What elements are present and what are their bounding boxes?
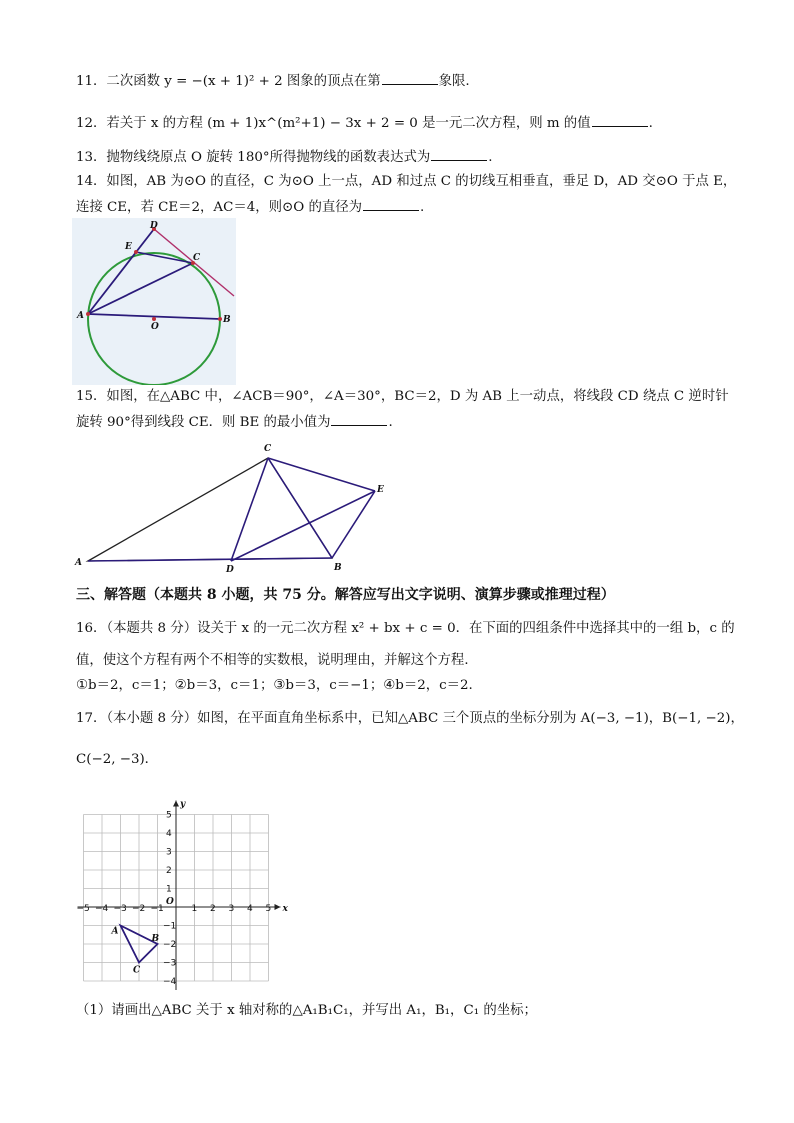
question-16-line1: 16．（本题共 8 分）设关于 x 的一元二次方程 x² + bx + c = 0．在下面的四组条件中选择其中的一组 b，c 的	[76, 621, 735, 636]
question-17-part1: （1）请画出△ABC 关于 x 轴对称的△A₁B₁C₁，并写出 A₁，B₁，C₁ 的坐标；	[76, 1003, 537, 1018]
segment-ab	[88, 558, 332, 561]
coordinate-grid	[72, 780, 302, 990]
point-label-b: B	[151, 934, 160, 944]
question-17-line2: C(−2, −3)．	[76, 752, 159, 767]
y-tick-label: 1	[166, 884, 172, 895]
point-o-dot	[152, 317, 156, 321]
answer-blank	[382, 72, 438, 85]
section-heading: 三、解答题（本题共 8 小题，共 75 分。解答应写出文字说明、演算步骤或推理过程）	[76, 587, 615, 603]
answer-blank	[431, 148, 487, 161]
segment-ce	[268, 458, 375, 491]
question-16-line2: 值，使这个方程有两个不相等的实数根，说明理由，并解这个方程．	[76, 653, 478, 668]
label-a: A	[77, 311, 84, 321]
label-c: C	[193, 253, 201, 263]
circle-figure	[72, 218, 236, 385]
label-o: O	[151, 322, 159, 332]
label-e: E	[125, 242, 132, 252]
question-15-line2: 旋转 90°得到线段 CE．则 BE 的最小值为 .	[76, 415, 393, 430]
x-tick-label: −3	[113, 904, 127, 914]
question-17-line1: 17．（本小题 8 分）如图，在平面直角坐标系中，已知△ABC 三个顶点的坐标分别为 A(−3, −1)，B(−1, −2)，	[76, 711, 744, 726]
x-axis-arrow	[275, 904, 281, 910]
x-tick-label: −1	[150, 904, 164, 914]
question-11: 11．二次函数 y = −(x + 1)² + 2 图象的顶点在第 象限.	[76, 74, 470, 89]
x-tick-label: 5	[265, 904, 272, 914]
label-d: D	[150, 221, 158, 231]
x-tick-label: 4	[247, 904, 253, 914]
question-15-line1: 15．如图，在△ABC 中，∠ACB＝90°，∠A＝30°，BC＝2，D 为 AB 上一动点，将线段 CD 绕点 C 逆时针	[76, 389, 729, 404]
answer-blank	[592, 114, 648, 127]
y-tick-label: −4	[163, 977, 177, 987]
question-11-text: 11．二次函数 y = −(x + 1)² + 2 图象的顶点在第	[76, 74, 381, 89]
question-12: 12．若关于 x 的方程 (m + 1)x^(m²+1) − 3x + 2 = 0 是一元二次方程，则 m 的值 .	[76, 116, 653, 131]
triangle-figure	[70, 440, 390, 575]
y-tick-label: −3	[163, 958, 177, 969]
x-tick-label: 2	[210, 904, 216, 914]
y-axis-arrow	[173, 801, 179, 807]
label-a: A	[75, 558, 82, 568]
x-tick-label: −2	[132, 904, 146, 914]
answer-blank	[331, 413, 387, 426]
point-e-dot	[134, 250, 138, 254]
question-14-line1: 14．如图，AB 为⊙O 的直径，C 为⊙O 上一点，AD 和过点 C 的切线互相垂直，垂足 D，AD 交⊙O 于点 E，	[76, 174, 737, 189]
x-tick-label: −5	[76, 904, 90, 914]
point-a-dot	[86, 312, 90, 316]
y-tick-label: 4	[166, 829, 172, 839]
point-label-c: C	[133, 965, 141, 976]
label-d: D	[226, 565, 234, 575]
y-tick-label: −1	[163, 921, 177, 932]
triangle-abc	[88, 458, 332, 561]
question-14-line2: 连接 CE，若 CE＝2，AC＝4，则⊙O 的直径为 .	[76, 200, 425, 215]
answer-blank	[363, 198, 419, 211]
segment-cb	[268, 458, 332, 558]
label-b: B	[334, 563, 342, 573]
y-tick-label: 3	[166, 847, 172, 858]
point-b-dot	[218, 317, 222, 321]
point-label-a: A	[111, 926, 119, 937]
label-b: B	[223, 315, 231, 325]
origin-label: O	[166, 897, 174, 907]
question-13: 13．抛物线绕原点 O 旋转 180°所得抛物线的函数表达式为 .	[76, 150, 493, 165]
x-tick-label: −4	[95, 904, 109, 914]
question-12-text: 12．若关于 x 的方程 (m + 1)x^(m²+1) − 3x + 2 = 0 是一元二次方程，则 m 的值	[76, 116, 591, 131]
label-e: E	[377, 485, 384, 495]
label-c: C	[264, 444, 272, 454]
y-axis-label: y	[180, 799, 186, 810]
y-tick-label: −2	[163, 940, 177, 950]
question-13-text: 13．抛物线绕原点 O 旋转 180°所得抛物线的函数表达式为	[76, 150, 431, 165]
y-tick-label: 2	[166, 866, 172, 876]
x-axis-label: x	[282, 904, 288, 914]
question-16-options: ①b＝2，c＝1；②b＝3，c＝1；③b＝3，c＝−1；④b＝2，c＝2.	[76, 678, 473, 693]
x-tick-label: 3	[228, 904, 235, 914]
y-tick-label: 5	[166, 810, 172, 821]
x-tick-label: 1	[191, 904, 198, 914]
